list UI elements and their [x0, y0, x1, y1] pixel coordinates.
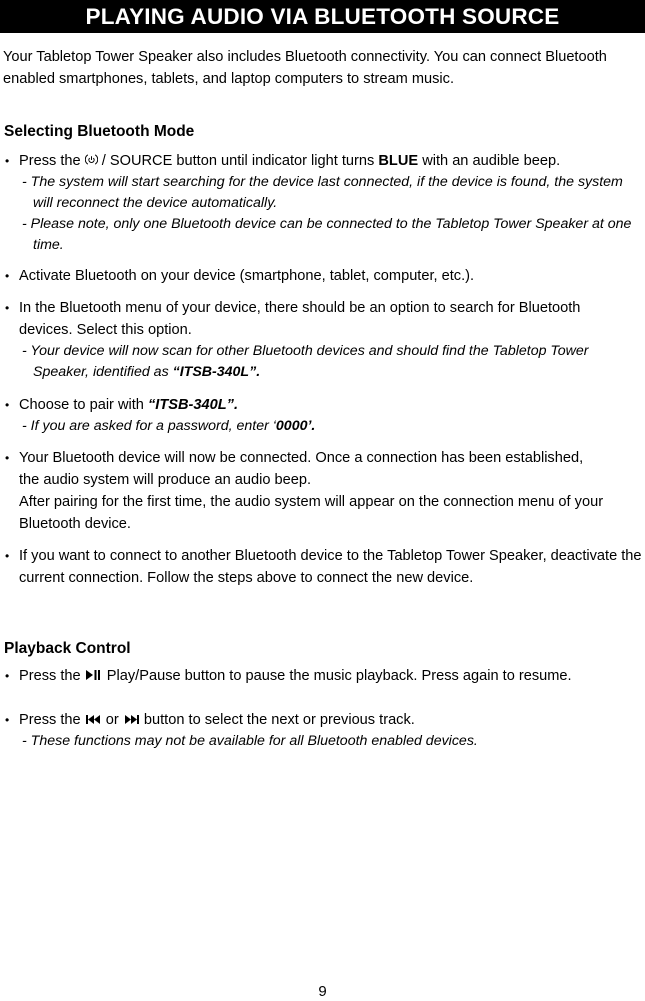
intro-paragraph: Your Tabletop Tower Speaker also includes Bluetooth connectivity. You can connect Bluetooth enabled smartphones, tablets, and laptop computers to stream music.: [3, 49, 607, 87]
note-text: - Your device will now scan for other Bluetooth devices and should find the Tabletop Tower Speaker, identified as “ITSB-340L”.: [22, 343, 589, 380]
blue-indicator-text: BLUE: [378, 153, 419, 169]
section-heading-bluetooth-mode: Selecting Bluetooth Mode: [4, 123, 195, 140]
note-text: - If you are asked for a password, enter ‘0000’.: [22, 418, 316, 434]
bullet-dot: •: [5, 549, 10, 563]
skip-back-icon: [85, 714, 102, 725]
list-item: • Choose to pair with “ITSB-340L”. - If you are asked for a password, enter ‘0000’.: [5, 394, 645, 437]
list-item: • Your Bluetooth device will now be connected. Once a connection has been established, the audio system will produce an audio beep. After pairing for the first time, the audio system will appear on the connection menu of your Bluetooth device.: [5, 447, 645, 535]
list-item: • Press the / SOURCE button until indicator light turns BLUE with an audible beep. - The system will start searching for the device last connected, if the device is found, the system will reconnect the device automatically. - Please note, only one Bluetooth device can be connected to the Tabletop Tower Speaker at one time.: [5, 150, 645, 256]
list-item: • Press the or button to select the next or previous track. - These functions may not be available for all Bluetooth enabled devices.: [5, 709, 645, 752]
password-value: 0000’.: [275, 418, 316, 434]
bullet-dot: •: [5, 398, 10, 412]
bullet-dot: •: [5, 154, 10, 168]
device-name: “ITSB-340L”.: [148, 397, 239, 413]
bullet-dot: •: [5, 269, 10, 283]
note-text: - Please note, only one Bluetooth device can be connected to the Tabletop Tower Speaker at one time.: [22, 216, 632, 253]
bullet-dot: •: [5, 301, 10, 315]
note-text: - These functions may not be available for all Bluetooth enabled devices.: [22, 733, 478, 749]
section-heading-playback: Playback Control: [4, 640, 131, 657]
page-title-banner: [0, 0, 645, 33]
note-text: - The system will start searching for the device last connected, if the device is found, the system will reconnect the device automatically.: [22, 174, 623, 211]
bullet-dot: •: [5, 451, 10, 465]
skip-forward-icon: [123, 714, 140, 725]
play-pause-icon: [85, 669, 103, 681]
bullet-dot: •: [5, 669, 10, 683]
list-item: • Press the Play/Pause button to pause the music playback. Press again to resume.: [5, 665, 645, 687]
page-number: 9: [318, 983, 327, 1000]
power-symbol-icon: [85, 153, 98, 166]
bullet-dot: •: [5, 713, 10, 727]
list-item: • Activate Bluetooth on your device (smartphone, tablet, computer, etc.).: [5, 265, 645, 287]
page-title: PLAYING AUDIO VIA BLUETOOTH SOURCE: [85, 4, 560, 29]
list-item: • In the Bluetooth menu of your device, there should be an option to search for Bluetooth devices. Select this option. - Your device will now scan for other Bluetooth devices and should find the Tabletop Tower Speaker, identified as “ITSB-340L”.: [5, 297, 645, 383]
device-name: “ITSB-340L”.: [172, 364, 261, 380]
list-item: • If you want to connect to another Bluetooth device to the Tabletop Tower Speaker, deactivate the current connection. Follow the steps above to connect the new device.: [5, 545, 645, 589]
